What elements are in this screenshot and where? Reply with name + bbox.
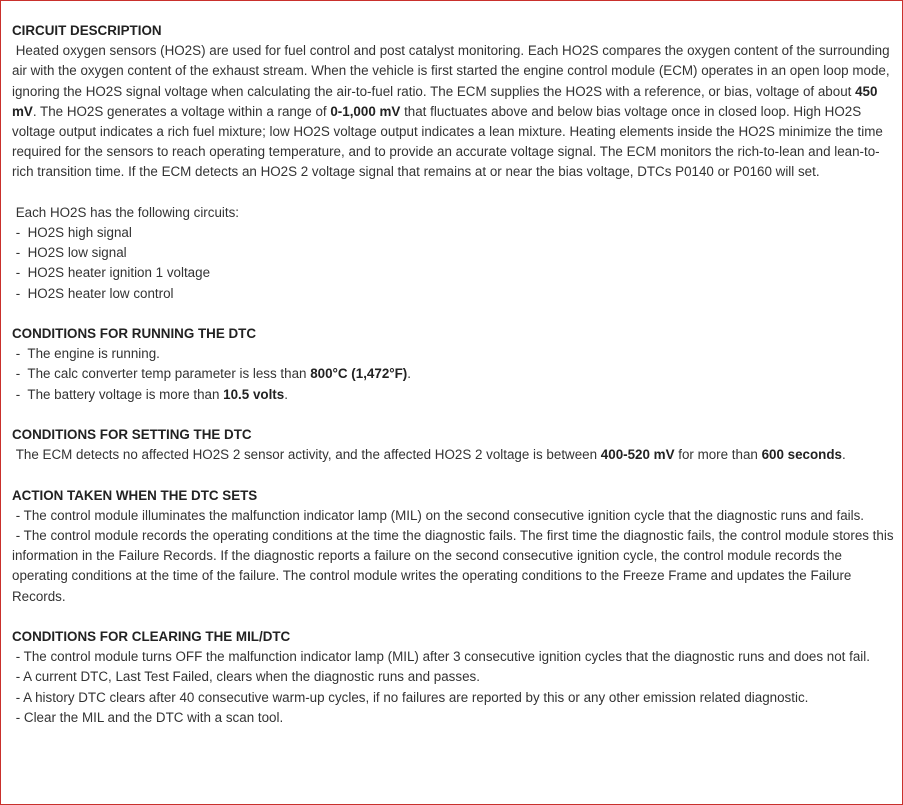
heading-action-taken: ACTION TAKEN WHEN THE DTC SETS	[12, 487, 258, 503]
converter-temp-value: 800°C (1,472°F)	[310, 366, 408, 382]
running-item-text: .	[284, 386, 288, 402]
action-list	[12, 506, 895, 607]
action-item-text: - The control module records the operating conditions at the time the diagnostic fails. The first time the diagnostic fails, the control module stores this information in the Failure Records. If the diagnostic reports a failure on the second consecutive ignition cycle, the control module records the operating conditions at the time of the failure. The control module writes the operating conditions to the Freeze Frame and updates the Failure Records.	[12, 528, 894, 604]
circuit-item-text: - HO2S heater low control	[15, 285, 174, 301]
section-circuit-description	[12, 21, 895, 304]
action-item-text: - The control module illuminates the malfunction indicator lamp (MIL) on the second consecutive ignition cycle that the diagnostic runs and fails.	[15, 507, 865, 523]
list-item	[12, 708, 895, 728]
circuits-intro-text: Each HO2S has the following circuits:	[15, 204, 240, 220]
running-item-text: - The battery voltage is more than	[15, 386, 224, 402]
list-item	[12, 364, 895, 384]
circuit-item-text: - HO2S low signal	[15, 245, 127, 261]
circuit-description-paragraph	[12, 41, 895, 182]
section-running-conditions	[12, 324, 895, 405]
battery-voltage-value: 10.5 volts	[223, 386, 285, 402]
heading-clearing-conditions: CONDITIONS FOR CLEARING THE MIL/DTC	[12, 629, 291, 645]
circuit-description-text-2: . The HO2S generates a voltage within a range of	[32, 103, 331, 119]
duration-value: 600 seconds	[761, 447, 842, 463]
section-setting-conditions	[12, 425, 895, 465]
list-item	[12, 223, 895, 243]
heading-circuit-description: CIRCUIT DESCRIPTION	[12, 23, 162, 38]
heading-setting-conditions: CONDITIONS FOR SETTING THE DTC	[12, 427, 252, 443]
list-item	[12, 344, 895, 364]
voltage-window-value: 400-520 mV	[600, 447, 675, 463]
running-item-text: .	[407, 366, 412, 382]
circuit-item-text: - HO2S high signal	[15, 225, 132, 241]
section-action-taken	[12, 486, 895, 607]
list-item	[12, 688, 895, 708]
circuit-description-text-3: that fluctuates above and below bias voltage once in closed loop. High HO2S voltage output indicates a rich fuel mixture; low HO2S voltage output indicates a lean mixture. Heating elements inside the HO2S minimize the time required for the sensors to reach operating temperature, and to provide an accurate voltage signal. The ECM monitors the rich-to-lean and lean-to-rich transition time. If the ECM detects an HO2S 2 voltage signal that remains at or near the bias voltage, DTCs P0140 or P0160 will set.	[12, 103, 883, 180]
circuits-intro	[12, 203, 895, 223]
setting-text: The ECM detects no affected HO2S 2 sensor activity, and the affected HO2S 2 voltage is between	[15, 447, 601, 463]
clearing-item-text: - Clear the MIL and the DTC with a scan tool.	[15, 709, 284, 725]
running-item-text: - The engine is running.	[15, 346, 160, 362]
setting-text: for more than	[674, 447, 762, 463]
list-item	[12, 667, 895, 687]
document-body	[12, 21, 895, 748]
running-item-text: - The calc converter temp parameter is less than	[15, 366, 311, 382]
running-conditions-list	[12, 344, 895, 405]
list-item	[12, 385, 895, 405]
clearing-list	[12, 647, 895, 728]
voltage-range-value: 0-1,000 mV	[330, 103, 401, 119]
section-clearing-conditions	[12, 627, 895, 728]
clearing-item-text: - A current DTC, Last Test Failed, clears when the diagnostic runs and passes.	[15, 669, 480, 685]
list-item	[12, 243, 895, 263]
list-item	[12, 506, 895, 526]
circuits-list	[12, 223, 895, 304]
heading-running-conditions: CONDITIONS FOR RUNNING THE DTC	[12, 326, 256, 342]
list-item	[12, 526, 895, 607]
list-item	[12, 263, 895, 283]
circuit-description-text-1: Heated oxygen sensors (HO2S) are used for fuel control and post catalyst monitoring. Each HO2S compares the oxygen content of the surrounding air with the oxygen content of the exhaust stream. When the vehicle is first started the engine control module (ECM) operates in an open loop mode, ignoring the HO2S signal voltage when calculating the air-to-fuel ratio. The ECM supplies the HO2S with a reference, or bias, voltage of about	[12, 43, 890, 99]
circuit-item-text: - HO2S heater ignition 1 voltage	[15, 265, 211, 281]
list-item	[12, 647, 895, 667]
setting-conditions-paragraph	[12, 445, 895, 465]
bias-voltage-value: 450 mV	[12, 83, 878, 119]
setting-text: .	[841, 447, 846, 463]
clearing-item-text: - The control module turns OFF the malfunction indicator lamp (MIL) after 3 consecutive ignition cycles that the diagnostic runs and does not fail.	[15, 649, 870, 665]
clearing-item-text: - A history DTC clears after 40 consecutive warm-up cycles, if no failures are reported by this or any other emission related diagnostic.	[15, 689, 809, 705]
list-item	[12, 284, 895, 304]
